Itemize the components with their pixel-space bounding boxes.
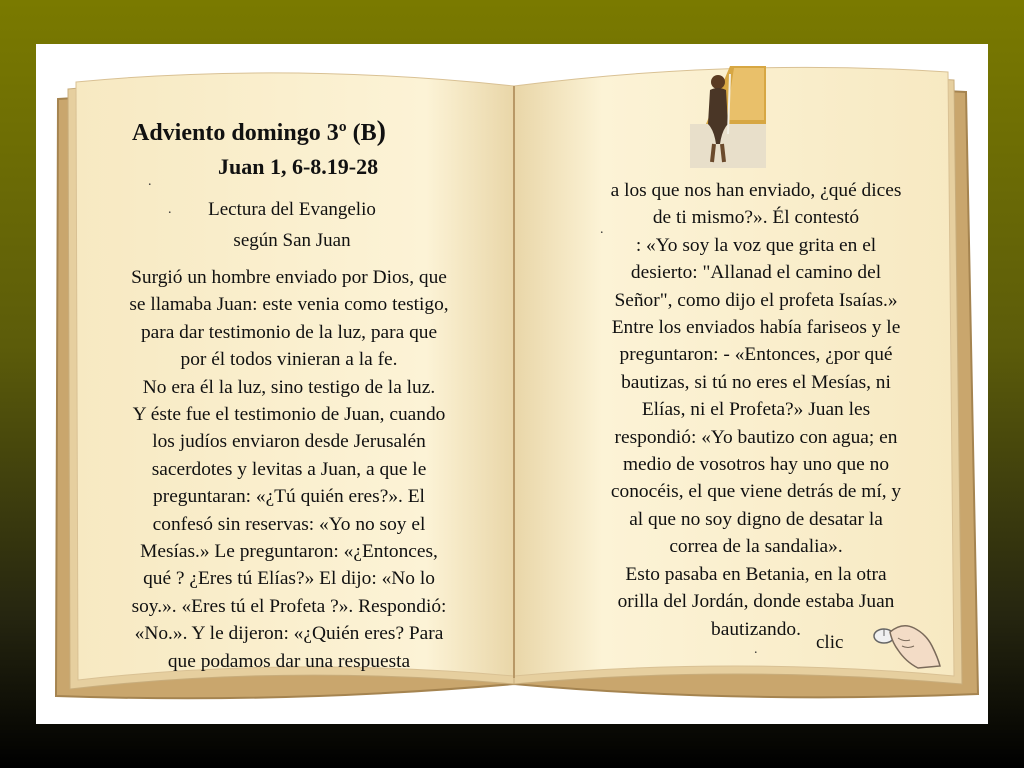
text-line: preguntaron: - «Entonces, ¿por qué (619, 344, 893, 366)
text-line: Elías, ni el Profeta?» Juan les (641, 399, 871, 421)
hand-mouse-icon[interactable] (868, 618, 944, 670)
text-line: bautizas, si tú no eres el Mesías, ni (621, 371, 891, 393)
text-line: qué ? ¿Eres tú Elías?» El dijo: «No lo (143, 568, 435, 590)
text-line: se llamaba Juan: este venia como testigo, (129, 294, 449, 316)
text-line: confesó sin reservas: «Yo no soy el (152, 513, 426, 535)
text-line: Surgió un hombre enviado por Dios, que (131, 267, 447, 288)
left-dot-1: . (148, 174, 152, 189)
text-line: correa de la sandalia». (669, 536, 843, 558)
reading-label-line: según San Juan (233, 230, 351, 251)
title-paren: ) (376, 116, 386, 147)
text-line: orilla del Jordán, donde estaba Juan (617, 591, 895, 613)
right-body-text (576, 177, 936, 643)
john-the-baptist-icon (686, 64, 768, 168)
text-line: que podamos dar una respuesta (167, 650, 411, 672)
reading-label-line: Lectura del Evangelio (208, 199, 376, 220)
text-line: para dar testimonio de la luz, para que (140, 321, 438, 343)
text-line: conocéis, el que viene detrás de mí, y (610, 481, 902, 503)
reading-label (162, 194, 422, 256)
text-line: bautizando. (711, 618, 801, 640)
text-line: de ti mismo?». Él contestó (652, 207, 860, 229)
text-line: Mesías.» Le preguntaron: «¿Entonces, (140, 541, 438, 563)
text-line: medio de vosotros hay uno que no (622, 454, 890, 476)
left-dot-2: . (168, 202, 172, 217)
reading-title (132, 116, 452, 148)
text-line: a los que nos han enviado, ¿qué dices (610, 180, 902, 201)
text-line: preguntaran: «¿Tú quién eres?». El (153, 486, 425, 508)
text-line: los judíos enviaron desde Jerusalén (152, 431, 426, 453)
text-line: Entre los enviados había fariseos y le (611, 317, 901, 339)
right-dot-1: . (600, 222, 604, 237)
text-line: Señor", como dijo el profeta Isaías.» (614, 289, 898, 311)
clic-label[interactable]: clic (816, 632, 844, 653)
text-line: Y éste fue el testimonio de Juan, cuando (132, 404, 446, 426)
left-body-text (96, 264, 482, 675)
text-line: al que no soy digno de desatar la (629, 508, 883, 530)
slide (36, 44, 988, 724)
text-line: Esto pasaba en Betania, en la otra (625, 563, 887, 585)
text-line: por él todos vinieran a la fe. (180, 349, 398, 371)
right-dot-2: . (754, 642, 758, 657)
title-text: Adviento domingo 3º (B (132, 120, 377, 146)
text-line: : «Yo soy la voz que grita en el (635, 234, 877, 256)
scripture-reference: Juan 1, 6-8.19-28 (218, 154, 379, 179)
text-line: respondió: «Yo bautizo con agua; en (614, 426, 898, 448)
text-line: No era él la luz, sino testigo de la luz. (142, 376, 436, 398)
text-line: soy.». «Eres tú el Profeta ?». Respondió: (131, 595, 447, 617)
text-line: «No.». Y le dijeron: «¿Quién eres? Para (134, 623, 444, 645)
text-line: sacerdotes y levitas a Juan, a que le (151, 458, 427, 480)
text-line: desierto: "Allanad el camino del (630, 262, 882, 284)
